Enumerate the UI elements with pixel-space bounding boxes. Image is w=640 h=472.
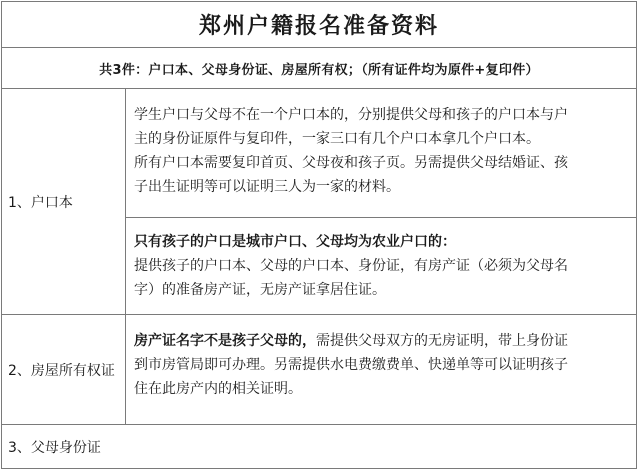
text-line: 字）的准备房产证，无房产证拿居住证。 — [134, 282, 386, 298]
property-block — [126, 329, 636, 401]
text-line: 所有户口本需要复印首页、父母夜和孩子页。另需提供父母结婚证、孩 — [134, 155, 568, 171]
block-lead: 房产证名字不是孩子父母的， — [134, 333, 316, 349]
text-line: 到市房管局即可办理。另需提供水电费缴费单、快递单等可以证明孩子 — [134, 357, 568, 373]
section-property — [2, 315, 636, 425]
text-line: 需提供父母双方的无房证明，带上身份证 — [316, 333, 568, 349]
page-title: 郑州户籍报名准备资料 — [2, 2, 636, 48]
summary-line: 共3件：户口本、父母身份证、房屋所有权；（所有证件均为原件+复印件） — [2, 48, 636, 89]
hukou-block-1 — [126, 103, 636, 199]
hukou-block-2 — [126, 230, 636, 302]
section-hukou — [2, 89, 636, 315]
text-line: 子出生证明等可以证明三人为一家的材料。 — [134, 179, 400, 195]
text-line: 主的身份证原件与复印件，一家三口有几个户口本拿几个户口本。 — [134, 131, 540, 147]
section-label-property: 2、房屋所有权证 — [2, 315, 126, 424]
block-heading: 只有孩子的户口是城市户口、父母均为农业户口的： — [134, 234, 456, 250]
section-label-parent-id: 3、父母身份证 — [8, 439, 101, 456]
text-line: 学生户口与父母不在一个户口本的，分别提供父母和孩子的户口本与户 — [134, 107, 568, 123]
text-line: 住在此房产内的相关证明。 — [134, 381, 302, 397]
section-parent-id — [2, 425, 636, 468]
document-table — [1, 1, 637, 469]
row-divider — [126, 217, 636, 218]
text-line: 提供孩子的户口本、父母的户口本、身份证，有房产证（必须为父母名 — [134, 258, 568, 274]
section-body-hukou — [126, 89, 636, 314]
section-body-property — [126, 315, 636, 424]
section-label-hukou: 1、户口本 — [2, 89, 126, 314]
